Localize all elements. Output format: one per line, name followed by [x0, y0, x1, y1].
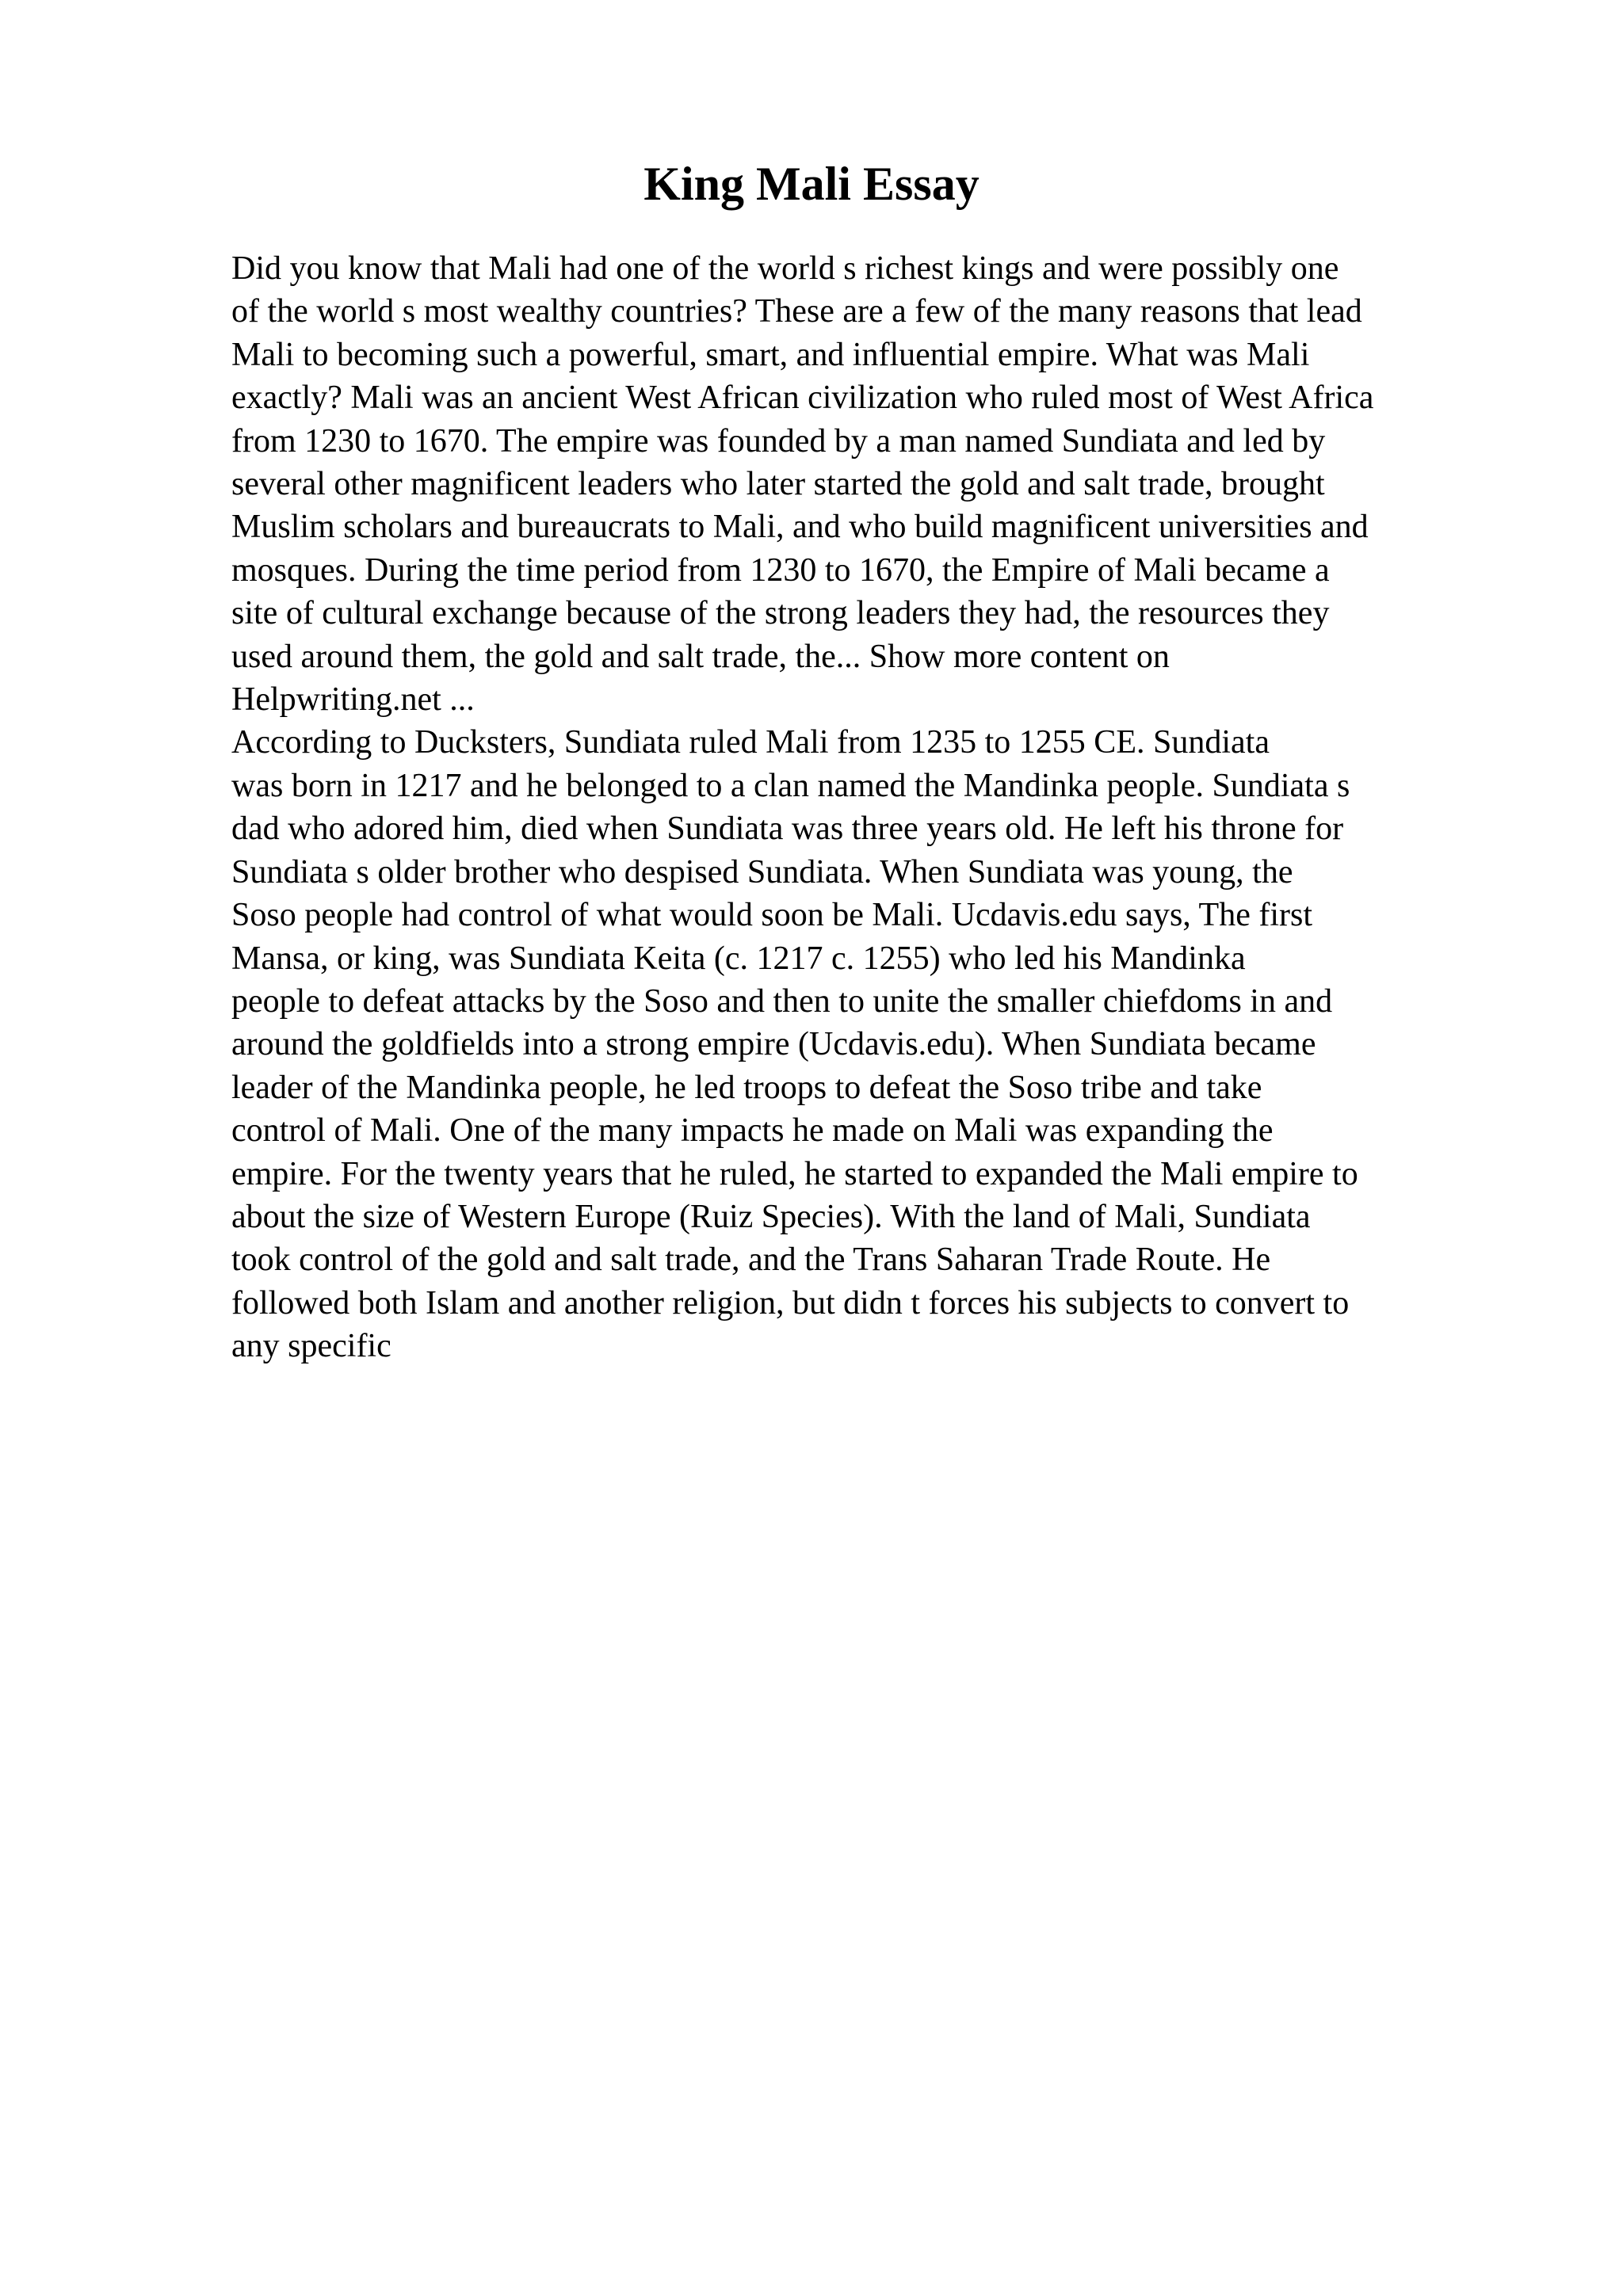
text-line: Mansa, or king, was Sundiata Keita (c. 1217 c. 1255) who led his Mandinka — [231, 940, 1246, 977]
text-line: leader of the Mandinka people, he led troops to defeat the Soso tribe and take — [231, 1069, 1262, 1106]
text-line: of the world s most wealthy countries? These are a few of the many reasons that lead — [231, 293, 1362, 330]
text-line: followed both Islam and another religion, but didn t forces his subjects to convert to — [231, 1284, 1350, 1322]
text-line: Muslim scholars and bureaucrats to Mali, and who build magnificent universities and — [231, 509, 1369, 546]
essay-body — [231, 247, 1531, 1368]
text-line: Soso people had control of what would soon be Mali. Ucdavis.edu says, The first — [231, 897, 1312, 934]
text-line: about the size of Western Europe (Ruiz Species). With the land of Mali, Sundiata — [231, 1198, 1311, 1235]
text-line: people to defeat attacks by the Soso and then to unite the smaller chiefdoms in and — [231, 982, 1333, 1020]
text-line: from 1230 to 1670. The empire was founded by a man named Sundiata and led by — [231, 422, 1326, 460]
text-line: took control of the gold and salt trade, and the Trans Saharan Trade Route. He — [231, 1241, 1271, 1279]
text-line: Helpwriting.net ... — [231, 681, 475, 719]
text-line: used around them, the gold and salt trade, the... Show more content on — [231, 638, 1170, 675]
text-line: several other magnificent leaders who later started the gold and salt trade, brought — [231, 466, 1325, 503]
text-line: exactly? Mali was an ancient West African civilization who ruled most of West Africa — [231, 379, 1374, 417]
text-line: Sundiata s older brother who despised Sundiata. When Sundiata was young, the — [231, 853, 1293, 891]
text-line: empire. For the twenty years that he ruled, he started to expanded the Mali empire to — [231, 1155, 1358, 1192]
text-line: Mali to becoming such a powerful, smart, and influential empire. What was Mali — [231, 336, 1310, 373]
document-title: King Mali Essay — [643, 158, 980, 210]
text-line: control of Mali. One of the many impacts he made on Mali was expanding the — [231, 1112, 1274, 1150]
text-line: mosques. During the time period from 1230 to 1670, the Empire of Mali became a — [231, 551, 1330, 589]
text-line: any specific — [231, 1328, 391, 1365]
text-line: site of cultural exchange because of the strong leaders they had, the resources they — [231, 595, 1330, 632]
text-line: dad who adored him, died when Sundiata was three years old. He left his throne for — [231, 810, 1344, 848]
text-line: around the goldfields into a strong empire (Ucdavis.edu). When Sundiata became — [231, 1026, 1316, 1063]
text-line: was born in 1217 and he belonged to a clan named the Mandinka people. Sundiata s — [231, 767, 1350, 804]
text-line: Did you know that Mali had one of the world s richest kings and were possibly one — [231, 250, 1339, 287]
text-line: According to Ducksters, Sundiata ruled Mali from 1235 to 1255 CE. Sundiata — [231, 724, 1270, 761]
